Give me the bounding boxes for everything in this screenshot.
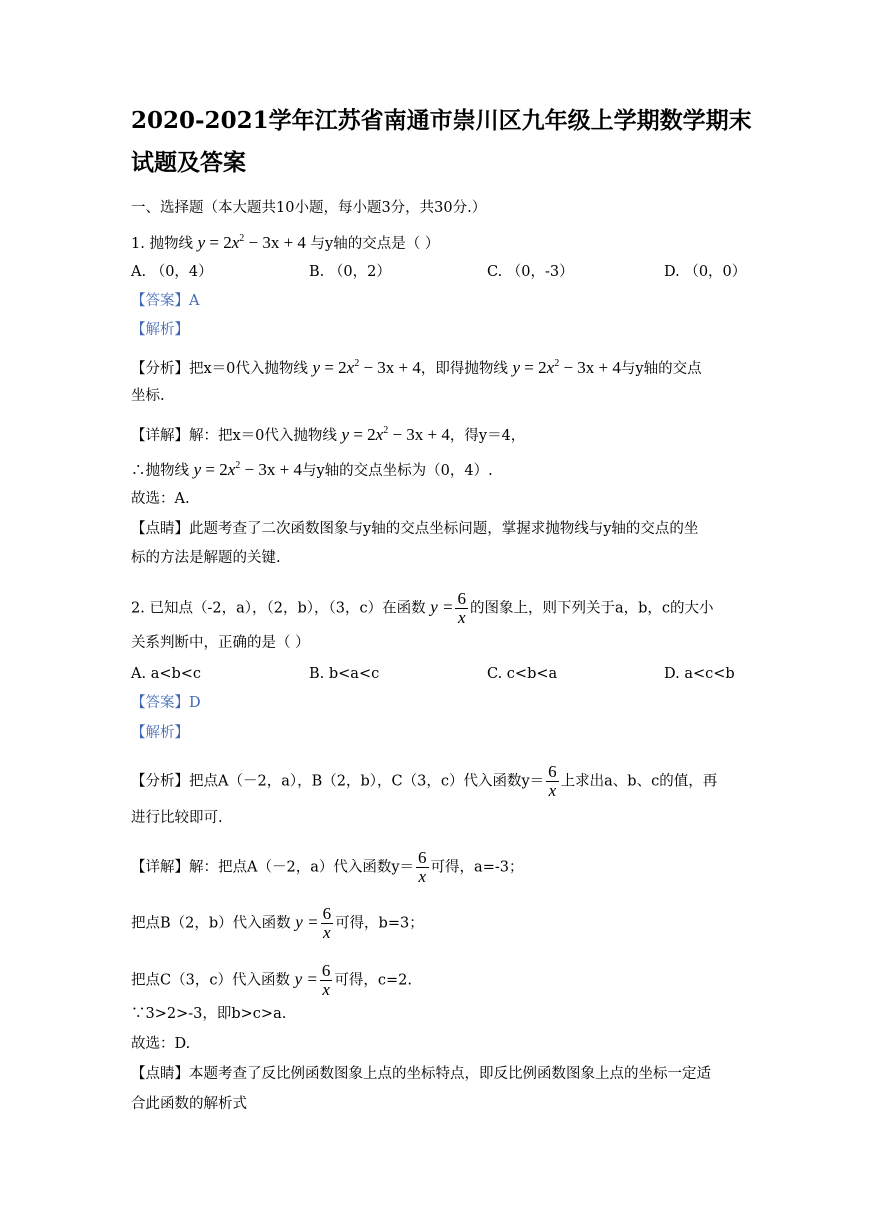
q2-point-b: 把点B（2，b）代入函数 y = $\frac{6}{x}$ 可得，b=3； (131, 904, 424, 942)
q1-jiexi: 【解析】 (131, 322, 189, 338)
q2-fenxi: 【分析】把点A（－2，a），B（2，b），C（3，c）代入函数y＝ $\frac{6}{x}$ 上求出a、b、c的值，再 (131, 762, 718, 800)
q2-option-a: A. a<b<c (131, 666, 202, 682)
q2-fenxi-cont: 进行比较即可. (131, 810, 223, 826)
q1-prefix: 1. 抛物线 (131, 236, 193, 252)
q1-answer: 【答案】A (131, 293, 200, 309)
q2-jiexi: 【解析】 (131, 725, 189, 741)
q2-dianjing-1: 【点睛】本题考查了反比例函数图象上点的坐标特点，即反比例函数图象上点的坐标一定适 (131, 1066, 711, 1082)
q2-fraction-5: $\frac{6}{x}$ (321, 961, 331, 999)
q2-answer: 【答案】D (131, 695, 201, 711)
q1-formula-2: $y = 2x^2 - 3x + 4$ (312, 358, 421, 377)
q2-fraction-3: $\frac{6}{x}$ (418, 848, 427, 886)
q2-fraction-2: $\frac{6}{x}$ (548, 762, 557, 800)
q2-option-b: B. b<a<c (309, 666, 380, 682)
section-heading: 一、选择题（本大题共10小题，每小题3分，共30分.） (131, 200, 487, 216)
q1-formula-4: $y = 2x^2 - 3x + 4$ (341, 425, 450, 444)
document-title-line-1: 2020-2021学年江苏省南通市崇川区九年级上学期数学期末 (131, 107, 752, 134)
q2-xiangjie: 【详解】解：把点A（－2，a）代入函数y＝ $\frac{6}{x}$ 可得，a=-3； (131, 848, 524, 886)
q2-guxuan: 故选：D. (131, 1036, 191, 1052)
q2-dianjing-2: 合此函数的解析式 (131, 1096, 247, 1112)
q2-stem: 2. 已知点（-2，a），（2，b），（3，c）在函数 y = $\frac{6}{x}$ 的图象上，则下列关于a，b，c的大小 (131, 589, 714, 627)
q2-point-c: 把点C（3，c）代入函数 y = $\frac{6}{x}$ 可得，c=2. (131, 961, 412, 999)
q2-option-d: D. a<c<b (664, 666, 735, 682)
q1-therefore: ∴抛物线 $y = 2x^2 - 3x + 4$与y轴的交点坐标为（0，4）. (131, 460, 493, 479)
q2-stem-2: 关系判断中，正确的是（ ） (131, 635, 310, 651)
q2-because: ∵3>2>-3，即b>c>a. (131, 1006, 287, 1022)
q2-fraction: $\frac{6}{x}$ (457, 589, 466, 627)
q2-fraction-4: $\frac{6}{x}$ (322, 904, 332, 942)
q1-formula-5: $y = 2x^2 - 3x + 4$ (193, 460, 302, 479)
q1-option-b: B. （0，2） (309, 264, 391, 280)
q1-dianjing-2: 标的方法是解题的关键. (131, 550, 281, 566)
q1-stem (131, 229, 439, 254)
q2-option-c: C. c<b<a (487, 666, 558, 682)
q1-option-a: A. （0，4） (131, 264, 213, 280)
q1-option-c: C. （0，-3） (487, 264, 574, 280)
q1-option-d: D. （0，0） (664, 264, 747, 280)
q1-xiangjie: 【详解】解：把x＝0代入抛物线 $y = 2x^2 - 3x + 4$，得y＝4， (131, 425, 526, 444)
q1-fenxi-cont: 坐标. (131, 388, 165, 404)
q1-dianjing-1: 【点睛】此题考查了二次函数图象与y轴的交点坐标问题，掌握求抛物线与y轴的交点的坐 (131, 521, 699, 537)
q1-parabola-formula: $y = 2x^2 - 3x + 4$ (197, 233, 306, 252)
q1-suffix: 与y轴的交点是（ ） (310, 236, 440, 252)
q1-formula-3: $y = 2x^2 - 3x + 4$ (512, 358, 621, 377)
document-title-line-2: 试题及答案 (131, 149, 246, 176)
q1-fenxi: 【分析】把x＝0代入抛物线 $y = 2x^2 - 3x + 4$，即得抛物线 $y = 2x^2 - 3x + 4$与y轴的交点 (131, 358, 702, 377)
q1-guxuan: 故选：A. (131, 491, 190, 507)
